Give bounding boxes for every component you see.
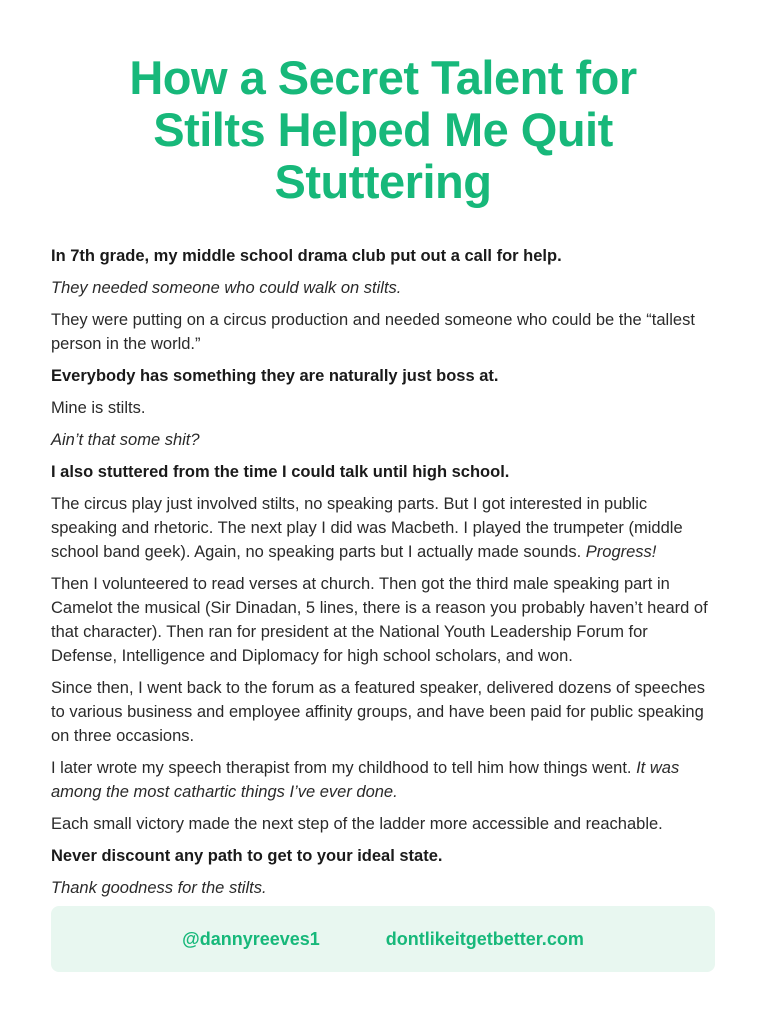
paragraph-therapist-text: I later wrote my speech therapist from my childhood to tell him how things went. xyxy=(51,759,637,777)
paragraph-thanks: Thank goodness for the stilts. xyxy=(51,879,267,897)
paragraph-mine: Mine is stilts. xyxy=(51,399,146,417)
paragraph-boss: Everybody has something they are naturally just boss at. xyxy=(51,367,499,385)
paragraph-church: Then I volunteered to read verses at church. Then got the third male speaking part in Camelot the musical (Sir Dinadan, 5 lines, there is a reason you probably haven’t heard of that character). Then ran for president at the National Youth Leadership Forum for Defense, Intelligence and Diplomacy for high school scholars, and won. xyxy=(51,575,708,665)
paragraph-intro: In 7th grade, my middle school drama club put out a call for help. xyxy=(51,247,562,265)
paragraph-progress: Progress! xyxy=(585,543,657,561)
paragraph-stuttered: I also stuttered from the time I could talk until high school. xyxy=(51,463,510,481)
paragraph-aint: Ain’t that some shit? xyxy=(51,431,200,449)
paragraph-macbeth-text: The circus play just involved stilts, no speaking parts. But I got interested in public speaking and rhetoric. The next play I did was Macbeth. I played the trumpeter (middle school band geek). Again, no speaking parts but I actually made sounds. xyxy=(51,495,683,561)
paragraph-cathartic: It was among the most cathartic things I’ve ever done. xyxy=(51,759,680,801)
social-handle-link[interactable]: @dannyreeves1 xyxy=(182,928,320,949)
paragraph-therapist xyxy=(51,756,715,804)
paragraph-stilts-needed: They needed someone who could walk on stilts. xyxy=(51,279,402,297)
article-title: How a Secret Talent for Stilts Helped Me Quit Stuttering xyxy=(129,51,637,208)
website-link[interactable]: dontlikeitgetbetter.com xyxy=(385,928,584,949)
paragraph-since-then: Since then, I went back to the forum as a featured speaker, delivered dozens of speeches to various business and employee affinity groups, and have been paid for public speaking on three occasions. xyxy=(51,679,705,745)
paragraph-circus: They were putting on a circus production and needed someone who could be the “tallest person in the world.” xyxy=(51,311,695,353)
footer-banner xyxy=(51,906,715,972)
article-body xyxy=(51,244,715,900)
paragraph-macbeth xyxy=(51,492,715,564)
paragraph-never-discount: Never discount any path to get to your ideal state. xyxy=(51,847,443,865)
paragraph-victory: Each small victory made the next step of the ladder more accessible and reachable. xyxy=(51,815,663,833)
